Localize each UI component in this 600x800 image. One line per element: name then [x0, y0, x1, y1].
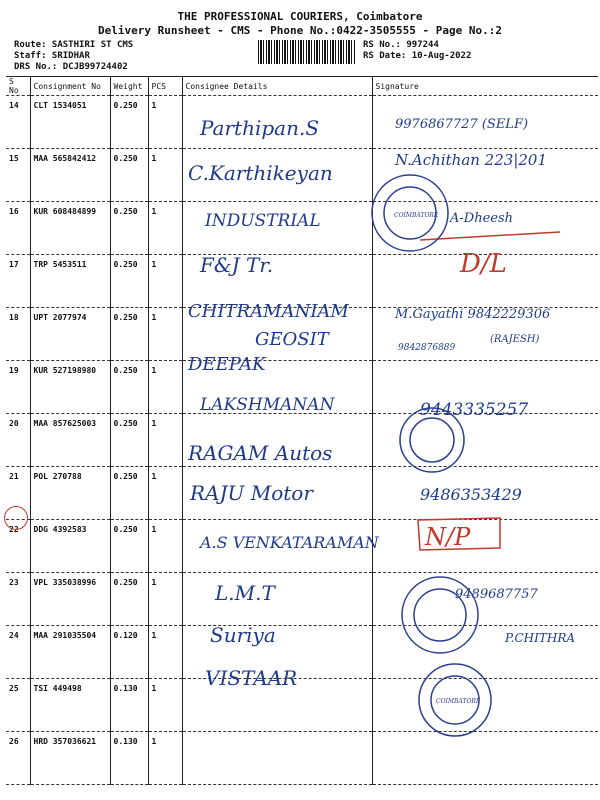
cell-consignee — [182, 520, 372, 573]
col-consignee: Consignee Details — [182, 77, 372, 96]
cell-signature — [372, 96, 598, 149]
hw-consignee-20: LAKSHMANAN — [200, 395, 335, 415]
cell-consignee — [182, 202, 372, 255]
cell-weight: 0.250 — [110, 573, 148, 626]
cell-sno: 22 — [6, 520, 30, 573]
hw-signature-20: 9443335257 — [420, 400, 529, 420]
drs-number: DRS No.: DCJB99724402 — [14, 62, 128, 72]
hw-signature-16: A-Dheesh — [450, 211, 514, 226]
cell-weight: 0.120 — [110, 626, 148, 679]
cell-weight: 0.250 — [110, 149, 148, 202]
col-sno: S No — [6, 77, 30, 96]
cell-sno: 21 — [6, 467, 30, 520]
cell-consignment: DDG 4392583 — [30, 520, 110, 573]
cell-consignment: CLT 1534051 — [30, 96, 110, 149]
cell-pcs: 1 — [148, 732, 182, 785]
hw-consignee-14: Parthipan.S — [200, 116, 320, 140]
cell-consignment: TRP 5453511 — [30, 255, 110, 308]
cell-consignment: POL 270788 — [30, 467, 110, 520]
cell-sno: 19 — [6, 361, 30, 414]
cell-weight: 0.130 — [110, 679, 148, 732]
cell-signature — [372, 361, 598, 414]
hw-deepak: DEEPAK — [188, 354, 266, 375]
cell-consignee — [182, 732, 372, 785]
hw-consignee-25: Suriya — [210, 623, 276, 647]
cell-consignment: UPT 2077974 — [30, 308, 110, 361]
cell-sno: 23 — [6, 573, 30, 626]
barcode — [258, 40, 356, 64]
rs-number: RS No.: 997244 — [363, 40, 439, 50]
table-row — [6, 361, 598, 414]
cell-signature — [372, 679, 598, 732]
cell-consignee — [182, 361, 372, 414]
stamp-vistaar-text: COIMBATORE — [436, 698, 481, 705]
cell-signature — [372, 520, 598, 573]
table-row — [6, 679, 598, 732]
cell-consignment: MAA 565842412 — [30, 149, 110, 202]
hw-signature-25: P.CHITHRA — [505, 631, 576, 645]
hw-consignee-21: RAGAM Autos — [188, 441, 333, 465]
cell-pcs: 1 — [148, 679, 182, 732]
col-signature: Signature — [372, 77, 598, 96]
table-row — [6, 202, 598, 255]
table-row — [6, 467, 598, 520]
table-row — [6, 255, 598, 308]
cell-weight: 0.130 — [110, 732, 148, 785]
hw-consignee-26: VISTAAR — [205, 666, 298, 690]
rs-date: RS Date: 10-Aug-2022 — [363, 51, 472, 61]
cell-signature — [372, 467, 598, 520]
cell-consignee — [182, 414, 372, 467]
cell-weight: 0.250 — [110, 361, 148, 414]
cell-signature — [372, 414, 598, 467]
cell-pcs: 1 — [148, 255, 182, 308]
hw-consignee-22: RAJU Motor — [190, 481, 313, 505]
cell-consignee — [182, 679, 372, 732]
hw-phone-19: 9842876889 — [398, 343, 456, 353]
table-row — [6, 732, 598, 785]
cell-consignee — [182, 308, 372, 361]
cell-weight: 0.250 — [110, 467, 148, 520]
hw-signature-15: N.Achithan 223|201 — [395, 151, 547, 169]
cell-sno: 26 — [6, 732, 30, 785]
cell-weight: 0.250 — [110, 202, 148, 255]
cell-consignee — [182, 467, 372, 520]
hw-consignee-18: CHITRAMANIAM — [188, 301, 349, 322]
col-weight: Weight — [110, 77, 148, 96]
cell-pcs: 1 — [148, 308, 182, 361]
cell-sno: 17 — [6, 255, 30, 308]
cell-signature — [372, 202, 598, 255]
cell-consignee — [182, 96, 372, 149]
table-row — [6, 520, 598, 573]
cell-consignment: VPL 335038996 — [30, 573, 110, 626]
cell-sno: 18 — [6, 308, 30, 361]
cell-signature — [372, 308, 598, 361]
hw-signature-14: 9976867727 (SELF) — [395, 117, 529, 132]
col-consignment: Consignment No — [30, 77, 110, 96]
col-pcs: PCS — [148, 77, 182, 96]
cell-sno: 24 — [6, 626, 30, 679]
cell-pcs: 1 — [148, 573, 182, 626]
runsheet-title: Delivery Runsheet - CMS - Phone No.:0422-3505555 - Page No.:2 — [98, 24, 502, 37]
cell-weight: 0.250 — [110, 255, 148, 308]
cell-consignment: TSI 449498 — [30, 679, 110, 732]
hw-consignee-24: L.M.T — [215, 581, 275, 605]
table-row — [6, 414, 598, 467]
cell-weight: 0.250 — [110, 414, 148, 467]
cell-pcs: 1 — [148, 361, 182, 414]
cell-signature — [372, 149, 598, 202]
red-circle-mark — [4, 506, 28, 530]
table-row — [6, 626, 598, 679]
table-row — [6, 96, 598, 149]
cell-consignment: MAA 857625003 — [30, 414, 110, 467]
cell-pcs: 1 — [148, 149, 182, 202]
cell-weight: 0.250 — [110, 308, 148, 361]
hw-signature-24: 9489687757 — [455, 587, 538, 602]
route-label: Route: SASTHIRI ST CMS — [14, 40, 134, 50]
cell-consignee — [182, 626, 372, 679]
runsheet-table — [6, 76, 598, 785]
cell-signature — [372, 255, 598, 308]
cell-signature — [372, 626, 598, 679]
hw-consignee-17: F&J Tr. — [200, 253, 274, 277]
cell-sno: 14 — [6, 96, 30, 149]
cell-consignment: HRD 357036621 — [30, 732, 110, 785]
cell-sno: 20 — [6, 414, 30, 467]
hw-consignee-19: GEOSIT — [255, 329, 329, 350]
cell-pcs: 1 — [148, 520, 182, 573]
table-row — [6, 573, 598, 626]
hw-signature-23: N/P — [425, 523, 471, 551]
cell-weight: 0.250 — [110, 96, 148, 149]
stamp-industrial-text: COIMBATORE — [394, 212, 439, 219]
hw-consignee-23: A.S VENKATARAMAN — [200, 533, 379, 552]
hw-signature-17: D/L — [460, 249, 507, 279]
hw-consignee-16: INDUSTRIAL — [205, 211, 321, 231]
cell-consignment: KUR 608484899 — [30, 202, 110, 255]
hw-signature-19: (RAJESH) — [490, 334, 540, 345]
cell-consignment: KUR 527198980 — [30, 361, 110, 414]
staff-label: Staff: SRIDHAR — [14, 51, 90, 61]
cell-sno: 16 — [6, 202, 30, 255]
cell-sno: 15 — [6, 149, 30, 202]
company-title: THE PROFESSIONAL COURIERS, Coimbatore — [177, 10, 423, 23]
cell-consignee — [182, 255, 372, 308]
hw-signature-22: 9486353429 — [420, 485, 522, 504]
cell-pcs: 1 — [148, 414, 182, 467]
cell-sno: 25 — [6, 679, 30, 732]
cell-pcs: 1 — [148, 626, 182, 679]
hw-signature-18: M.Gayathi 9842229306 — [395, 307, 551, 322]
cell-consignee — [182, 149, 372, 202]
cell-signature — [372, 732, 598, 785]
cell-consignment: MAA 291035504 — [30, 626, 110, 679]
table-header-row — [6, 77, 598, 96]
cell-weight: 0.250 — [110, 520, 148, 573]
cell-pcs: 1 — [148, 467, 182, 520]
cell-consignee — [182, 573, 372, 626]
cell-signature — [372, 573, 598, 626]
cell-pcs: 1 — [148, 202, 182, 255]
hw-consignee-15: C.Karthikeyan — [188, 161, 333, 185]
table-row — [6, 149, 598, 202]
table-row — [6, 308, 598, 361]
cell-pcs: 1 — [148, 96, 182, 149]
